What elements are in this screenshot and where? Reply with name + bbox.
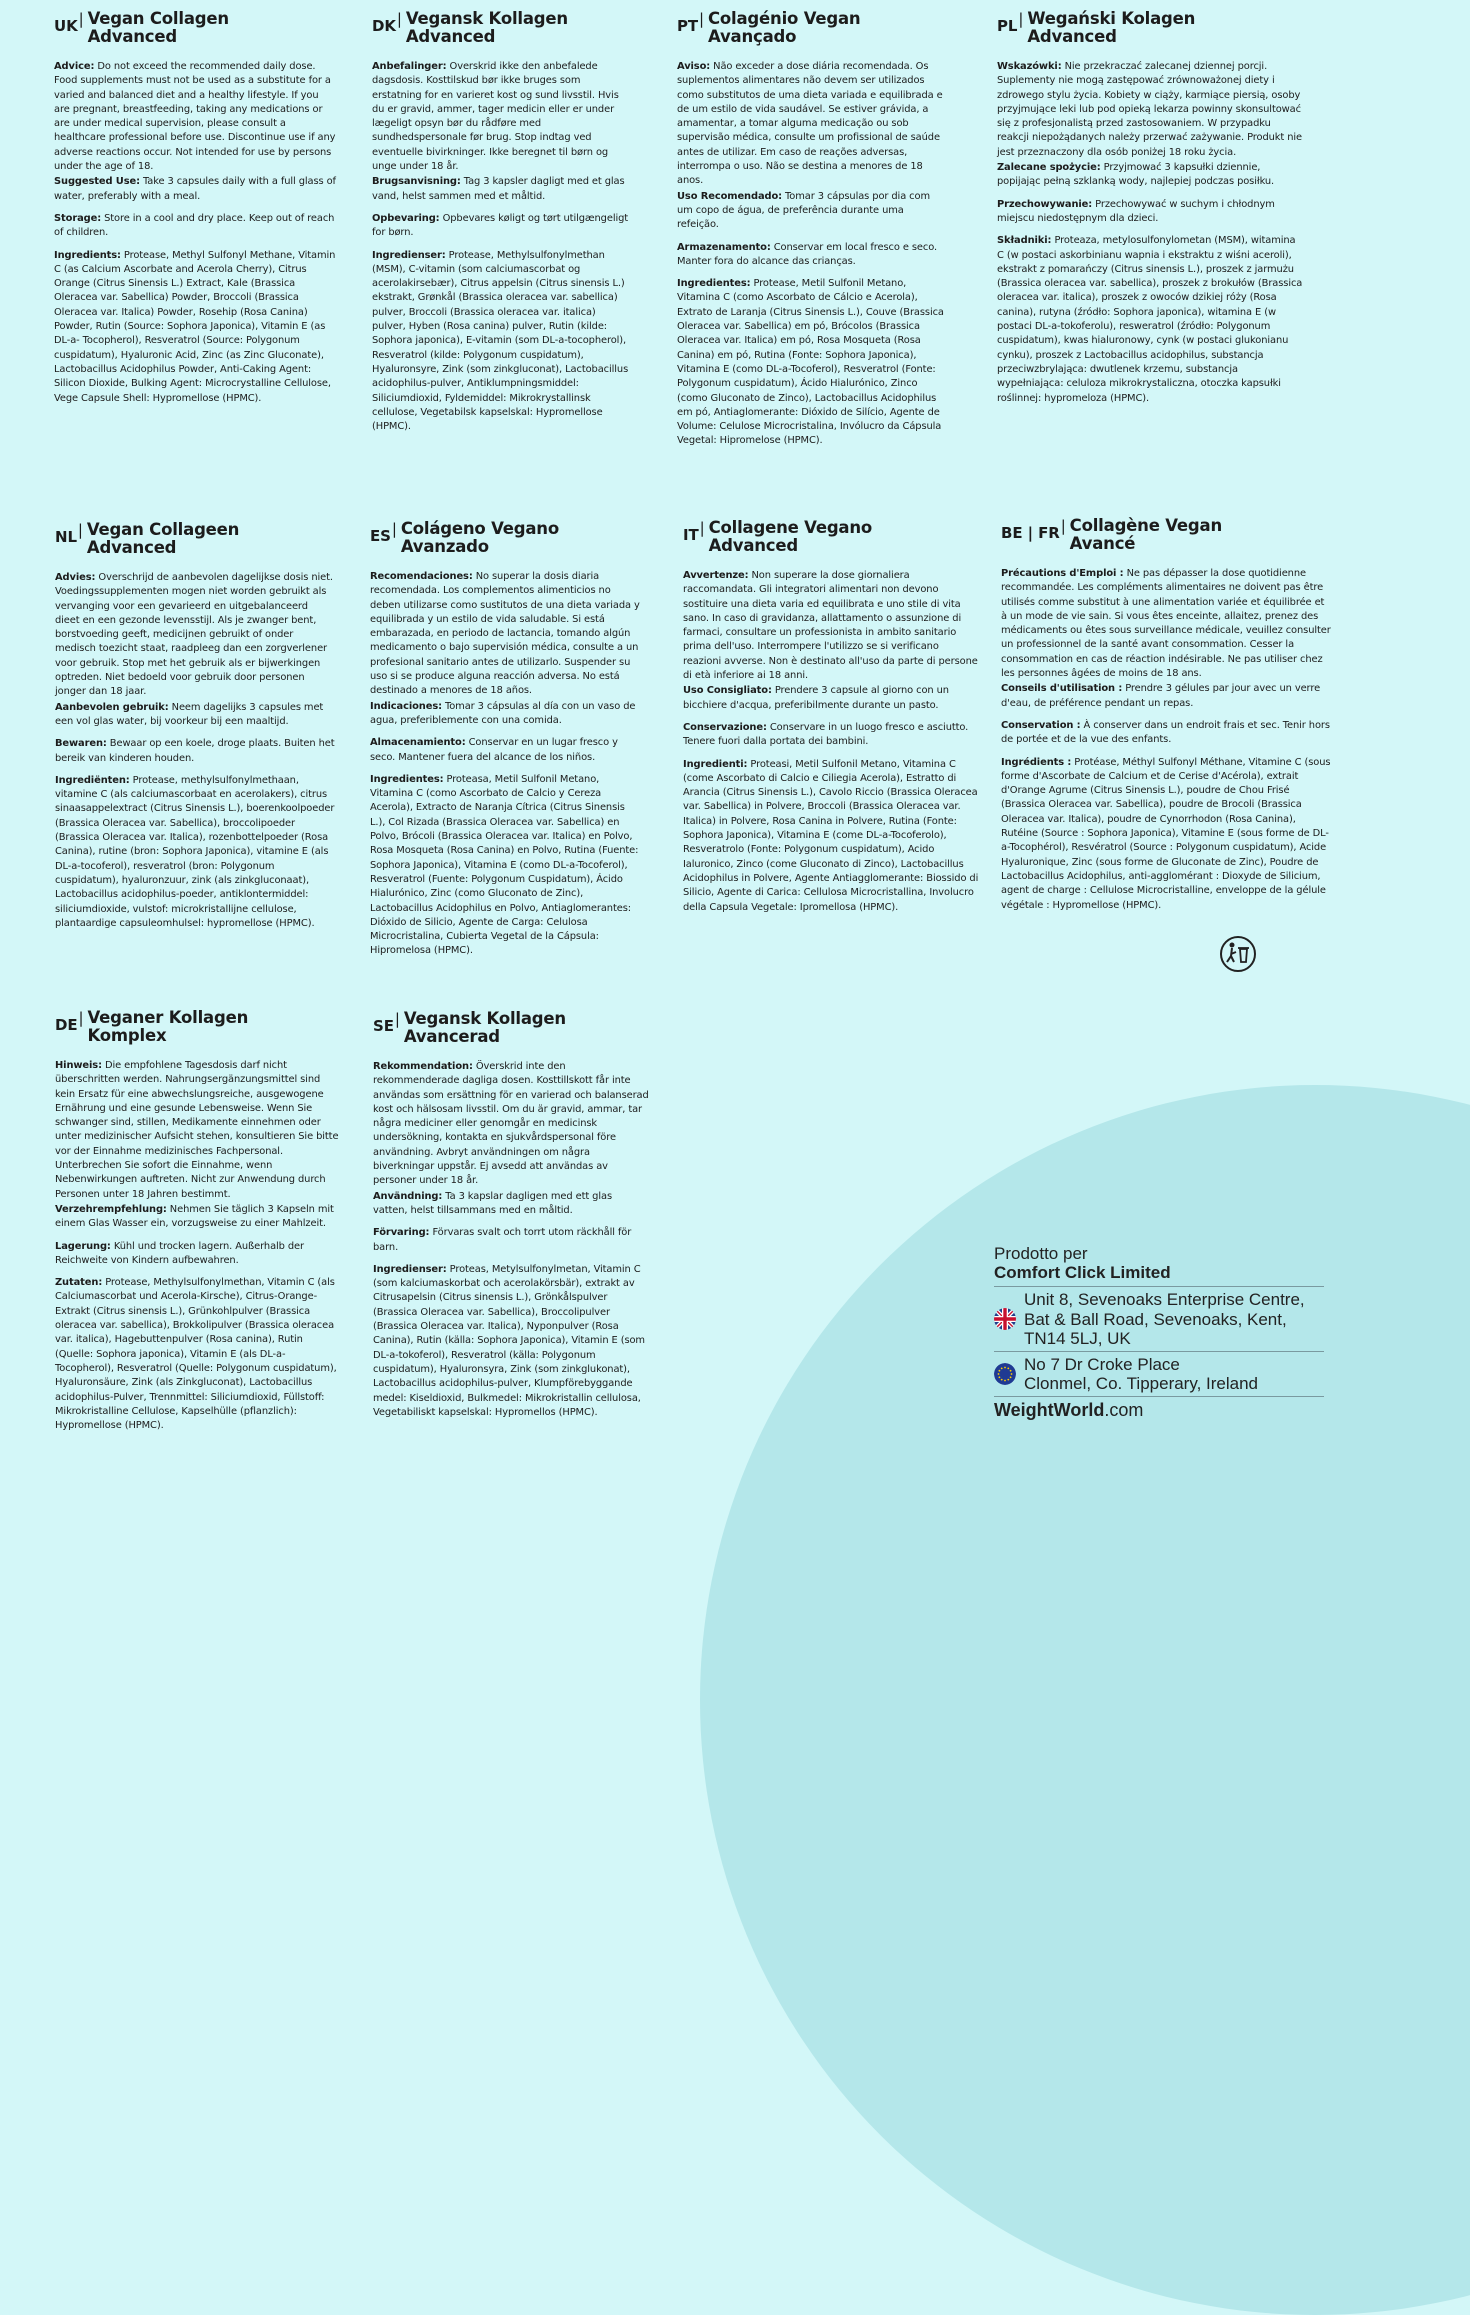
ingredients-label: Ingredienser: — [373, 1263, 447, 1275]
storage-label: Bewaren: — [55, 738, 107, 750]
advice-paragraph — [373, 1060, 649, 1189]
advice-text: Ne pas dépasser la dose quotidienne recommandée. Les compléments alimentaires ne doivent pas être utilisés comme substitut à une alimentation variée et équilibrée et à un mode de vie sain. Si vous êtes enceinte, allaitez, prenez des médicaments ou êtes sous surveillance médicale, veuillez consulter un professionnel de la santé avant consommation. Cesser la consommation en cas de réaction indésirable. Ne pas utiliser chez les personnes âgées de moins de 18 ans. — [1001, 568, 1331, 680]
ingredients-text: Protease, Methylsulfonylmethan (MSM), C-vitamin (som calciumascorbat og acerolakirsebær), Citrus appelsin (Citrus sinensis L.) ekstrakt, Grønkål (Brassica oleracea var. sabellica) pulver, Broccoli (Brassica oleracea var. italica) pulver, Hyben (Rosa canina) pulver, Rutin (kilde: Sophora japonica), E-vitamin (som DL-a-tocopherol), Resveratrol (kilde: Polygonum cuspidatum), Hyaluronsyre, Zink (som zinkgluconat), Lactobacillus acidophilus-pulver, Antiklumpningsmiddel: Siliciumdioxid, Fyldemiddel: Mikrokrystallinsk cellulose, Vegetabilsk kapselskal: Hypromellose (HPMC). — [372, 249, 629, 433]
uk-address-row — [994, 1286, 1324, 1351]
advice-text: Nie przekraczać zalecanej dziennej porcji. Suplementy nie mogą zastępować zrównoważonej diety i zdrowego stylu życia. Kobiety w ciąży, karmiące piersią, osoby przyjmujące leki lub pod opieką lekarza powinny skonsultować się z profesjonalistą przed zastosowaniem. W przypadku reakcji niepożądanych należy przerwać zażywanie. Produkt nie jest przeznaczony dla osób poniżej 18 roku życia. — [997, 61, 1302, 158]
section-header — [370, 520, 642, 556]
country-code: ES — [370, 527, 391, 545]
ingredients-paragraph — [373, 1263, 649, 1420]
use-label: Aanbevolen gebruik: — [55, 701, 169, 713]
storage-paragraph — [997, 198, 1303, 227]
storage-text: Opbevares køligt og tørt utilgængeligt for børn. — [372, 212, 629, 239]
advice-paragraph — [997, 60, 1303, 160]
use-text: Prendere 3 capsule al giorno con un bicchiere d'acqua, preferibilmente durante un pasto. — [683, 685, 949, 711]
section-it — [683, 519, 979, 923]
use-paragraph — [372, 175, 630, 204]
country-code: NL — [55, 528, 77, 546]
country-code: UK — [54, 17, 78, 35]
use-paragraph — [677, 190, 947, 233]
use-label: Conseils d'utilisation : — [1001, 683, 1123, 695]
use-paragraph — [54, 175, 336, 204]
eu-address-row — [994, 1351, 1324, 1396]
country-code: PT — [677, 17, 699, 35]
tidyman-recycle-icon — [1218, 934, 1258, 974]
use-paragraph — [55, 701, 335, 730]
use-label: Suggested Use: — [54, 176, 140, 188]
section-uk — [54, 10, 336, 414]
eu-address: No 7 Dr Croke Place Clonmel, Co. Tipperary, Ireland — [1024, 1354, 1259, 1393]
section-header — [372, 10, 630, 46]
storage-paragraph — [54, 212, 336, 241]
ingredients-text: Protease, Metil Sulfonil Metano, Vitamina C (como Ascorbato de Cálcio e Acerola), Extrato de Laranja (Citrus Sinensis L.), Couve (Brassica Oleracea var. Sabellica) em pó, Brócolos (Brassica Oleracea var. Italica) em pó, Rosa Mosqueta (Rosa Canina) em pó, Rutina (Fonte: Sophora Japonica), Vitamina E (como DL-a-Tocoferol), Resveratrol (Fonte: Polygonum cuspidatum), Ácido Hialurónico, Zinco (como Gluconato de Zinco), Lactobacillus Acidophilus em pó, Antiaglomerante: Dióxido de Silício, Agente de Volume: Celulose Microcristalina, Invólucro da Cápsula Vegetal: Hipromelose (HPMC). — [677, 278, 944, 447]
produced-for-label: Prodotto per — [994, 1244, 1088, 1263]
advice-paragraph — [54, 60, 336, 174]
ingredients-paragraph — [55, 1276, 343, 1433]
separator: | — [394, 1010, 400, 1028]
ingredients-paragraph — [997, 234, 1303, 406]
separator: | — [77, 521, 83, 539]
country-code: DE — [55, 1016, 78, 1034]
use-label: Indicaciones: — [370, 700, 442, 712]
storage-text: Conservar en un lugar fresco y seco. Mantener fuera del alcance de los niños. — [370, 737, 618, 763]
use-paragraph — [373, 1190, 649, 1219]
use-text: Take 3 capsules daily with a full glass of water, preferably with a meal. — [54, 176, 336, 202]
product-name: Colágeno Vegano Avanzado — [400, 519, 559, 556]
advice-text: Non superare la dose giornaliera raccomandata. Gli integratori alimentari non devono sostituire una dieta varia ed equilibrata e uno stile di vita sano. In caso di gravidanza, allattamento o assunzione di farmaci, consultare un professionista in ambito sanitario prima dell'uso. Interrompere l'utilizzo se si verificano reazioni avverse. Non è destinato all'uso da parte di persone di età inferiore ai 18 anni. — [683, 570, 978, 682]
use-text: Ta 3 kapslar dagligen med ett glas vatten, helst tillsammans med en måltid. — [373, 1190, 612, 1216]
ingredients-label: Ingredientes: — [370, 773, 444, 785]
ingredients-label: Ingredientes: — [677, 278, 751, 290]
advice-paragraph — [677, 60, 947, 189]
storage-paragraph — [677, 241, 947, 270]
section-header — [55, 521, 335, 557]
storage-text: Förvaras svalt och torrt utom räckhåll för barn. — [373, 1227, 632, 1253]
country-code: SE — [373, 1017, 394, 1035]
separator: | — [1018, 10, 1024, 28]
ingredients-paragraph — [677, 277, 947, 449]
product-name: Vegansk Kollagen Avancerad — [403, 1009, 566, 1046]
advice-text: Do not exceed the recommended daily dose. Food supplements must not be used as a substitute for a varied and balanced diet and a healthy lifestyle. If you are pregnant, breastfeeding, taking any medications or are under medical supervision, please consult a healthcare professional before use. Discontinue use if any adverse reactions occur. Not intended for use by persons under the age of 18. — [54, 61, 336, 173]
ingredients-text: Proteaza, metylosulfonylometan (MSM), witamina C (w postaci askorbinianu wapnia i ekstraktu z wiśni aceroli), ekstrakt z pomarańczy (Citrus sinensis L.), proszek z jarmużu (Brassica oleracea var. sabellica), proszek z brokułów (Brassica oleracea var. italica), proszek z owoców dzikiej róży (Rosa canina), rutyna (źródło: Sophora japonica), witamina E (w postaci DL-a-tokoferolu), resweratrol (źródło: Polygonum cuspidatum), kwas hialuronowy, cynk (w postaci glukonianu cynku), proszek z Lactobacillus acidophilus, substancja przeciwzbrylająca: dwutlenek krzemu, substancja wypełniająca: celuloza mikrokrystaliczna, otoczka kapsułki roślinnej: hypromeloza (HPMC). — [997, 235, 1303, 404]
advice-label: Anbefalinger: — [372, 61, 447, 72]
ingredients-text: Protease, Methyl Sulfonyl Methane, Vitamin C (as Calcium Ascorbate and Acerola Cherry), Citrus Orange (Citrus Sinensis L.) Extract, Kale (Brassica Oleracea var. Sabellica) Powder, Broccoli (Brassica Oleracea var. Italica) Powder, Rosehip (Rosa Canina) Powder, Rutin (Source: Sophora Japonica), Vitamin E (as DL-a- Tocopherol), Resveratrol (Source: Polygonum cuspidatum), Hyaluronic Acid, Zinc (as Zinc Gluconate), Lactobacillus Acidophilus Powder, Anti-Caking Agent: Silicon Dioxide, Bulking Agent: Microcrystalline Cellulose, Vege Capsule Shell: Hypromellose (HPMC). — [54, 249, 336, 404]
storage-paragraph — [683, 721, 979, 750]
section-header — [1001, 517, 1331, 553]
separator: | — [699, 519, 705, 537]
ingredients-label: Ingredienser: — [372, 249, 446, 261]
advice-text: No superar la dosis diaria recomendada. Los complementos alimenticios no deben utilizarse como sustitutos de una dieta variada y equilibrada y un estilo de vida saludable. Si está embarazada, en periodo de lactancia, tomando algún medicamento o bajo supervisión médica, consulte a un profesional sanitario antes de utilizarlo. Suspender su uso si se produce alguna reacción adversa. No está destinado a menores de 18 años. — [370, 571, 640, 697]
advice-label: Hinweis: — [55, 1060, 102, 1071]
section-nl — [55, 521, 335, 939]
advice-paragraph — [370, 570, 642, 699]
uk-address: Unit 8, Sevenoaks Enterprise Centre, Bat & Ball Road, Sevenoaks, Kent, TN14 5LJ, UK — [1024, 1290, 1305, 1348]
ingredients-paragraph — [1001, 756, 1331, 913]
ingredients-text: Proteasa, Metil Sulfonil Metano, Vitamina C (como Ascorbato de Calcio y Cereza Acerola), Extracto de Naranja Cítrica (Citrus Sinensis L.), Col Rizada (Brassica Oleracea var. Sabellica) en Polvo, Brócoli (Brassica Oleracea var. Italica) en Polvo, Rosa Mosqueta (Rosa Canina) en Polvo, Rutina (Fuente: Sophora Japonica), Vitamina E (como DL-a-Tocoferol), Resveratrol (Fuente: Polygonum Cuspidatum), Ácido Hialurónico, Zinc (como Gluconato de Zinc), Lactobacillus Acidophilus en Polvo, Antiaglomerantes: Dióxido de Silicio, Agente de Carga: Celulosa Microcristalina, Cubierta Vegetal de la Cápsula: Hipromelosa (HPMC). — [370, 773, 639, 957]
use-paragraph — [683, 684, 979, 713]
use-text: Prendre 3 gélules par jour avec un verre d'eau, de préférence pendant un repas. — [1001, 683, 1321, 709]
product-name: Collagene Vegano Advanced — [708, 518, 873, 555]
advice-label: Rekommendation: — [373, 1061, 473, 1072]
ingredients-paragraph — [54, 249, 336, 406]
section-de — [55, 1009, 343, 1441]
advice-paragraph — [683, 569, 979, 683]
use-label: Zalecane spożycie: — [997, 162, 1101, 174]
ingredients-label: Ingrédients : — [1001, 756, 1072, 768]
storage-paragraph — [370, 736, 642, 765]
separator: | — [1060, 517, 1066, 535]
address-block — [994, 1244, 1324, 1421]
section-se — [373, 1010, 649, 1428]
ingredients-label: Składniki: — [997, 235, 1052, 247]
uk-flag-icon — [994, 1308, 1016, 1330]
section-header — [55, 1009, 343, 1045]
use-label: Brugsanvisning: — [372, 176, 461, 188]
use-label: Uso Consigliato: — [683, 685, 772, 697]
storage-label: Conservation : — [1001, 719, 1081, 731]
ingredients-label: Zutaten: — [55, 1277, 103, 1289]
storage-label: Förvaring: — [373, 1227, 430, 1239]
ingredients-paragraph — [370, 773, 642, 959]
use-paragraph — [370, 700, 642, 729]
advice-paragraph — [1001, 567, 1331, 681]
ingredients-label: Ingredients: — [54, 249, 121, 261]
use-label: Verzehrempfehlung: — [55, 1203, 167, 1215]
section-es — [370, 520, 642, 967]
advice-label: Wskazówki: — [997, 61, 1062, 72]
storage-label: Armazenamento: — [677, 241, 771, 253]
storage-text: À conserver dans un endroit frais et sec. Tenir hors de portée et de la vue des enfants. — [1001, 719, 1330, 746]
advice-label: Aviso: — [677, 61, 711, 72]
country-code: PL — [997, 17, 1018, 35]
use-label: Uso Recomendado: — [677, 190, 783, 202]
website-brand: WeightWorld — [994, 1399, 1105, 1420]
use-text: Neem dagelijks 3 capsules met een vol glas water, bij voorkeur bij een maaltijd. — [55, 701, 324, 727]
advice-label: Recomendaciones: — [370, 571, 473, 582]
storage-label: Opbevaring: — [372, 212, 440, 224]
product-name: Vegan Collageen Advanced — [86, 520, 240, 557]
advice-label: Précautions d'Emploi : — [1001, 568, 1124, 579]
storage-label: Almacenamiento: — [370, 737, 466, 749]
section-header — [373, 1010, 649, 1046]
section-pl — [997, 10, 1303, 414]
website — [994, 1396, 1324, 1421]
section-fr — [1001, 517, 1331, 921]
storage-text: Bewaar op een koele, droge plaats. Buiten het bereik van kinderen houden. — [55, 738, 335, 764]
ingredients-text: Protéase, Méthyl Sulfonyl Méthane, Vitamine C (sous forme d'Ascorbate de Calcium et de Cerise d'Acérola), extrait d'Orange Agrume (Citrus Sinensis L.), poudre de Chou Frisé (Brassica Oleracea var. Sabellica), poudre de Brocoli (Brassica Oleracea var. Italica), poudre de Cynorrhodon (Rosa Canina), Rutéine (Source : Sophora Japonica), Vitamine E (sous forme de DL-a-Tocophérol), Resvératrol (Source : Polygonum cuspidatum), Acide Hyaluronique, Zinc (sous forme de Gluconate de Zinc), Poudre de Lactobacillus Acidophilus, anti-agglomérant : Dioxyde de Silicium, agent de charge : Cellulose Microcristalline, enveloppe de la gélule végétale : Hypromellose (HPMC). — [1001, 756, 1331, 911]
section-header — [677, 10, 947, 46]
country-code: BE | FR — [1001, 524, 1060, 542]
ingredients-paragraph — [55, 774, 335, 931]
use-text: Tomar 3 cápsulas por dia com um copo de água, de preferência durante uma refeição. — [677, 190, 930, 231]
storage-text: Kühl und trocken lagern. Außerhalb der Reichweite von Kindern aufbewahren. — [55, 1240, 304, 1266]
ingredients-text: Protease, methylsulfonylmethaan, vitamine C (als calciumascorbaat en acerolakers), citrus sinaasappelextract (Citrus Sinensis L.), boerenkoolpoeder (Brassica Oleracea var. Sabellica), broccolipoeder (Brassica Oleracea var. Italica), rozenbottelpoeder (Rosa Canina), rutine (bron: Sophora Japonica), vitamine E (als DL-a-tocoferol), resveratrol (bron: Polygonum cuspidatum), hyaluronzuur, zink (als zinkgluconaat), Lactobacillus acidophilus-poeder, antiklontermiddel: siliciumdioxide, vulstof: microkristallijne cellulose, plantaardige capsuleomhulsel: hypromellose (HPMC). — [55, 774, 335, 929]
storage-label: Przechowywanie: — [997, 198, 1093, 210]
ingredients-text: Protease, Methylsulfonylmethan, Vitamin C (als Calciumascorbat und Acerola-Kirsche), Citrus-Orange-Extrakt (Citrus sinensis L.), Grünkohlpulver (Brassica oleracea var. sabellica), Brokkolipulver (Brassica oleracea var. italica), Hagebuttenpulver (Rosa canina), Rutin (Quelle: Sophora japonica), Vitamin E (als DL-a-Tocopherol), Resveratrol (Quelle: Polygonum cuspidatum), Hyaluronsäure, Zink (als Zinkgluconat), Lactobacillus acidophilus-Pulver, Trennmittel: Siliciumdioxid, Füllstoff: Mikrokristalline Cellulose, Kapselhülle (pflanzlich): Hypromellose (HPMC). — [55, 1277, 337, 1432]
ingredients-paragraph — [683, 758, 979, 915]
section-pt — [677, 10, 947, 457]
advice-paragraph — [372, 60, 630, 174]
storage-label: Storage: — [54, 212, 102, 224]
advice-text: Die empfohlene Tagesdosis darf nicht überschritten werden. Nahrungsergänzungsmittel sind kein Ersatz für eine abwechslungsreiche, ausgewogene Ernährung und eine gesunde Lebensweise. Wenn Sie schwanger sind, stillen, Medikamente einnehmen oder unter medizinischer Aufsicht stehen, konsultieren Sie bitte vor der Einnahme medizinisches Fachpersonal. Unterbrechen Sie sofort die Einnahme, wenn Nebenwirkungen auftreten. Nicht zur Anwendung durch Personen unter 18 Jahren bestimmt. — [55, 1060, 339, 1200]
ingredients-text: Proteas, Metylsulfonylmetan, Vitamin C (som kalciumaskorbat och acerolakörsbär), extrakt av Citrusapelsin (Citrus sinensis L.), Grönkålspulver (Brassica Oleracea var. Sabellica), Broccolipulver (Brassica Oleracea var. Italica), Nyponpulver (Rosa Canina), Rutin (källa: Sophora Japonica), Vitamin E (som DL-a-tokoferol), Resveratrol (källa: Polygonum cuspidatum), Hyaluronsyra, Zink (som zinkglukonat), Lactobacillus acidophilus-pulver, Klumpförebyggande medel: Kiseldioxid, Bulkmedel: Mikrokristallin cellulosa, Vegetabiliskt kapselskal: Hypromellos (HPMC). — [373, 1263, 645, 1418]
storage-paragraph — [373, 1226, 649, 1255]
country-code: IT — [683, 526, 699, 544]
section-dk — [372, 10, 630, 442]
use-text: Przyjmować 3 kapsułki dziennie, popijając pełną szklanką wody, najlepiej podczas posiłku. — [997, 162, 1275, 188]
advice-paragraph — [55, 571, 335, 700]
storage-text: Conservar em local fresco e seco. Manter fora do alcance das crianças. — [677, 241, 937, 267]
advice-text: Overschrijd de aanbevolen dagelijkse dosis niet. Voedingssupplementen mogen niet worden gebruikt als vervanging voor een gevarieerd en uitgebalanceerd dieet en een gezonde levensstijl. Als je zwanger bent, borstvoeding geeft, medicijnen gebruikt of onder medisch toezicht staat, raadpleeg dan een zorgverlener voor gebruik. Stop met het gebruik als er bijwerkingen optreden. Niet bedoeld voor gebruik door personen jonger dan 18 jaar. — [55, 572, 333, 698]
product-name: Wegański Kolagen Advanced — [1027, 9, 1196, 46]
use-label: Användning: — [373, 1190, 443, 1202]
use-text: Tomar 3 cápsulas al día con un vaso de agua, preferiblemente con una comida. — [370, 700, 636, 726]
advice-label: Advice: — [54, 61, 95, 72]
company-name: Comfort Click Limited — [994, 1263, 1171, 1282]
advice-text: Overskrid ikke den anbefalede dagsdosis. Kosttilskud bør ikke bruges som erstatning for en varieret kost og sund livsstil. Hvis du er gravid, ammer, tager medicin eller er under lægeligt opsyn bør du rådføre med sundhedspersonale før brug. Stop indtag ved eventuelle bivirkninger. Ikke beregnet til børn og unge under 18 år. — [372, 61, 619, 173]
separator: | — [78, 10, 84, 28]
storage-paragraph — [55, 1240, 343, 1269]
ingredients-label: Ingredienti: — [683, 758, 748, 770]
country-code: DK — [372, 17, 396, 35]
section-header — [54, 10, 336, 46]
separator: | — [78, 1009, 84, 1027]
storage-label: Lagerung: — [55, 1240, 111, 1252]
product-name: Vegansk Kollagen Advanced — [405, 9, 568, 46]
storage-text: Conservare in un luogo fresco e asciutto. Tenere fuori dalla portata dei bambini. — [683, 721, 969, 748]
separator: | — [699, 10, 704, 28]
use-paragraph — [55, 1203, 343, 1232]
section-header — [683, 519, 979, 555]
separator: | — [396, 10, 402, 28]
section-header — [997, 10, 1303, 46]
use-text: Tag 3 kapsler dagligt med et glas vand, helst sammen med et måltid. — [372, 176, 625, 202]
storage-paragraph — [1001, 719, 1331, 748]
storage-text: Przechowywać w suchym i chłodnym miejscu niedostępnym dla dzieci. — [997, 198, 1275, 224]
storage-paragraph — [55, 737, 335, 766]
advice-label: Advies: — [55, 572, 96, 583]
eu-flag-icon — [994, 1363, 1016, 1385]
advice-text: Överskrid inte den rekommenderade dagliga dosen. Kosttillskott får inte användas som ersättning för en varierad och balanserad kost och hälsosam livsstil. Om du är gravid, ammar, tar några mediciner eller genomgår en medicinsk undersökning, kontakta en sjukvårdspersonal före användning. Avbryt användningen om några biverkningar uppstår. Ej avsedd att användas av personer under 18 år. — [373, 1061, 649, 1187]
website-suffix: .com — [1104, 1399, 1144, 1420]
use-paragraph — [1001, 682, 1331, 711]
ingredients-text: Proteasi, Metil Sulfonil Metano, Vitamina C (come Ascorbato di Calcio e Ciliegia Acerola), Estratto di Arancia (Citrus Sinensis L.), Cavolo Riccio (Brassica Oleracea var. Sabellica) in Polvere, Broccoli (Brassica Oleracea var. Italica) in Polvere, Rosa Canina in Polvere, Rutina (Fonte: Sophora Japonica), Vitamina E (come DL-a-Tocoferolo), Resveratrolo (Fonte: Polygonum cuspidatum), Acido Ialuronico, Zinco (come Gluconato di Zinco), Lactobacillus Acidophilus in Polvere, Agente Antiagglomerante: Biossido di Silicio, Agente di Carica: Cellulosa Microcristallina, Involucro della Capsula Vegetale: Ipromellosa (HPMC). — [683, 758, 979, 913]
use-paragraph — [997, 161, 1303, 190]
storage-paragraph — [372, 212, 630, 241]
ingredients-label: Ingrediënten: — [55, 774, 130, 786]
separator: | — [391, 520, 397, 538]
product-name: Collagène Vegan Avancé — [1069, 516, 1222, 553]
storage-label: Conservazione: — [683, 721, 767, 733]
advice-paragraph — [55, 1059, 343, 1202]
use-text: Nehmen Sie täglich 3 Kapseln mit einem Glas Wasser ein, vorzugsweise zu einer Mahlzeit. — [55, 1203, 334, 1230]
storage-text: Store in a cool and dry place. Keep out of reach of children. — [54, 212, 335, 239]
advice-text: Não exceder a dose diária recomendada. Os suplementos alimentares não devem ser utilizados como substitutos de uma dieta variada e equilibrada e de um estilo de vida saudável. Se estiver grávida, a amamentar, a tomar alguma medicação ou sob supervisão médica, consulte um profissional de saúde antes de utilizar. Em caso de reações adversas, interrompa o uso. Não se destina a menores de 18 anos. — [677, 61, 943, 187]
product-name: Vegan Collagen Advanced — [87, 9, 229, 46]
product-name: Colagénio Vegan Avançado — [708, 9, 861, 46]
advice-label: Avvertenze: — [683, 570, 749, 581]
product-name: Veganer Kollagen Komplex — [87, 1008, 249, 1045]
ingredients-paragraph — [372, 249, 630, 435]
